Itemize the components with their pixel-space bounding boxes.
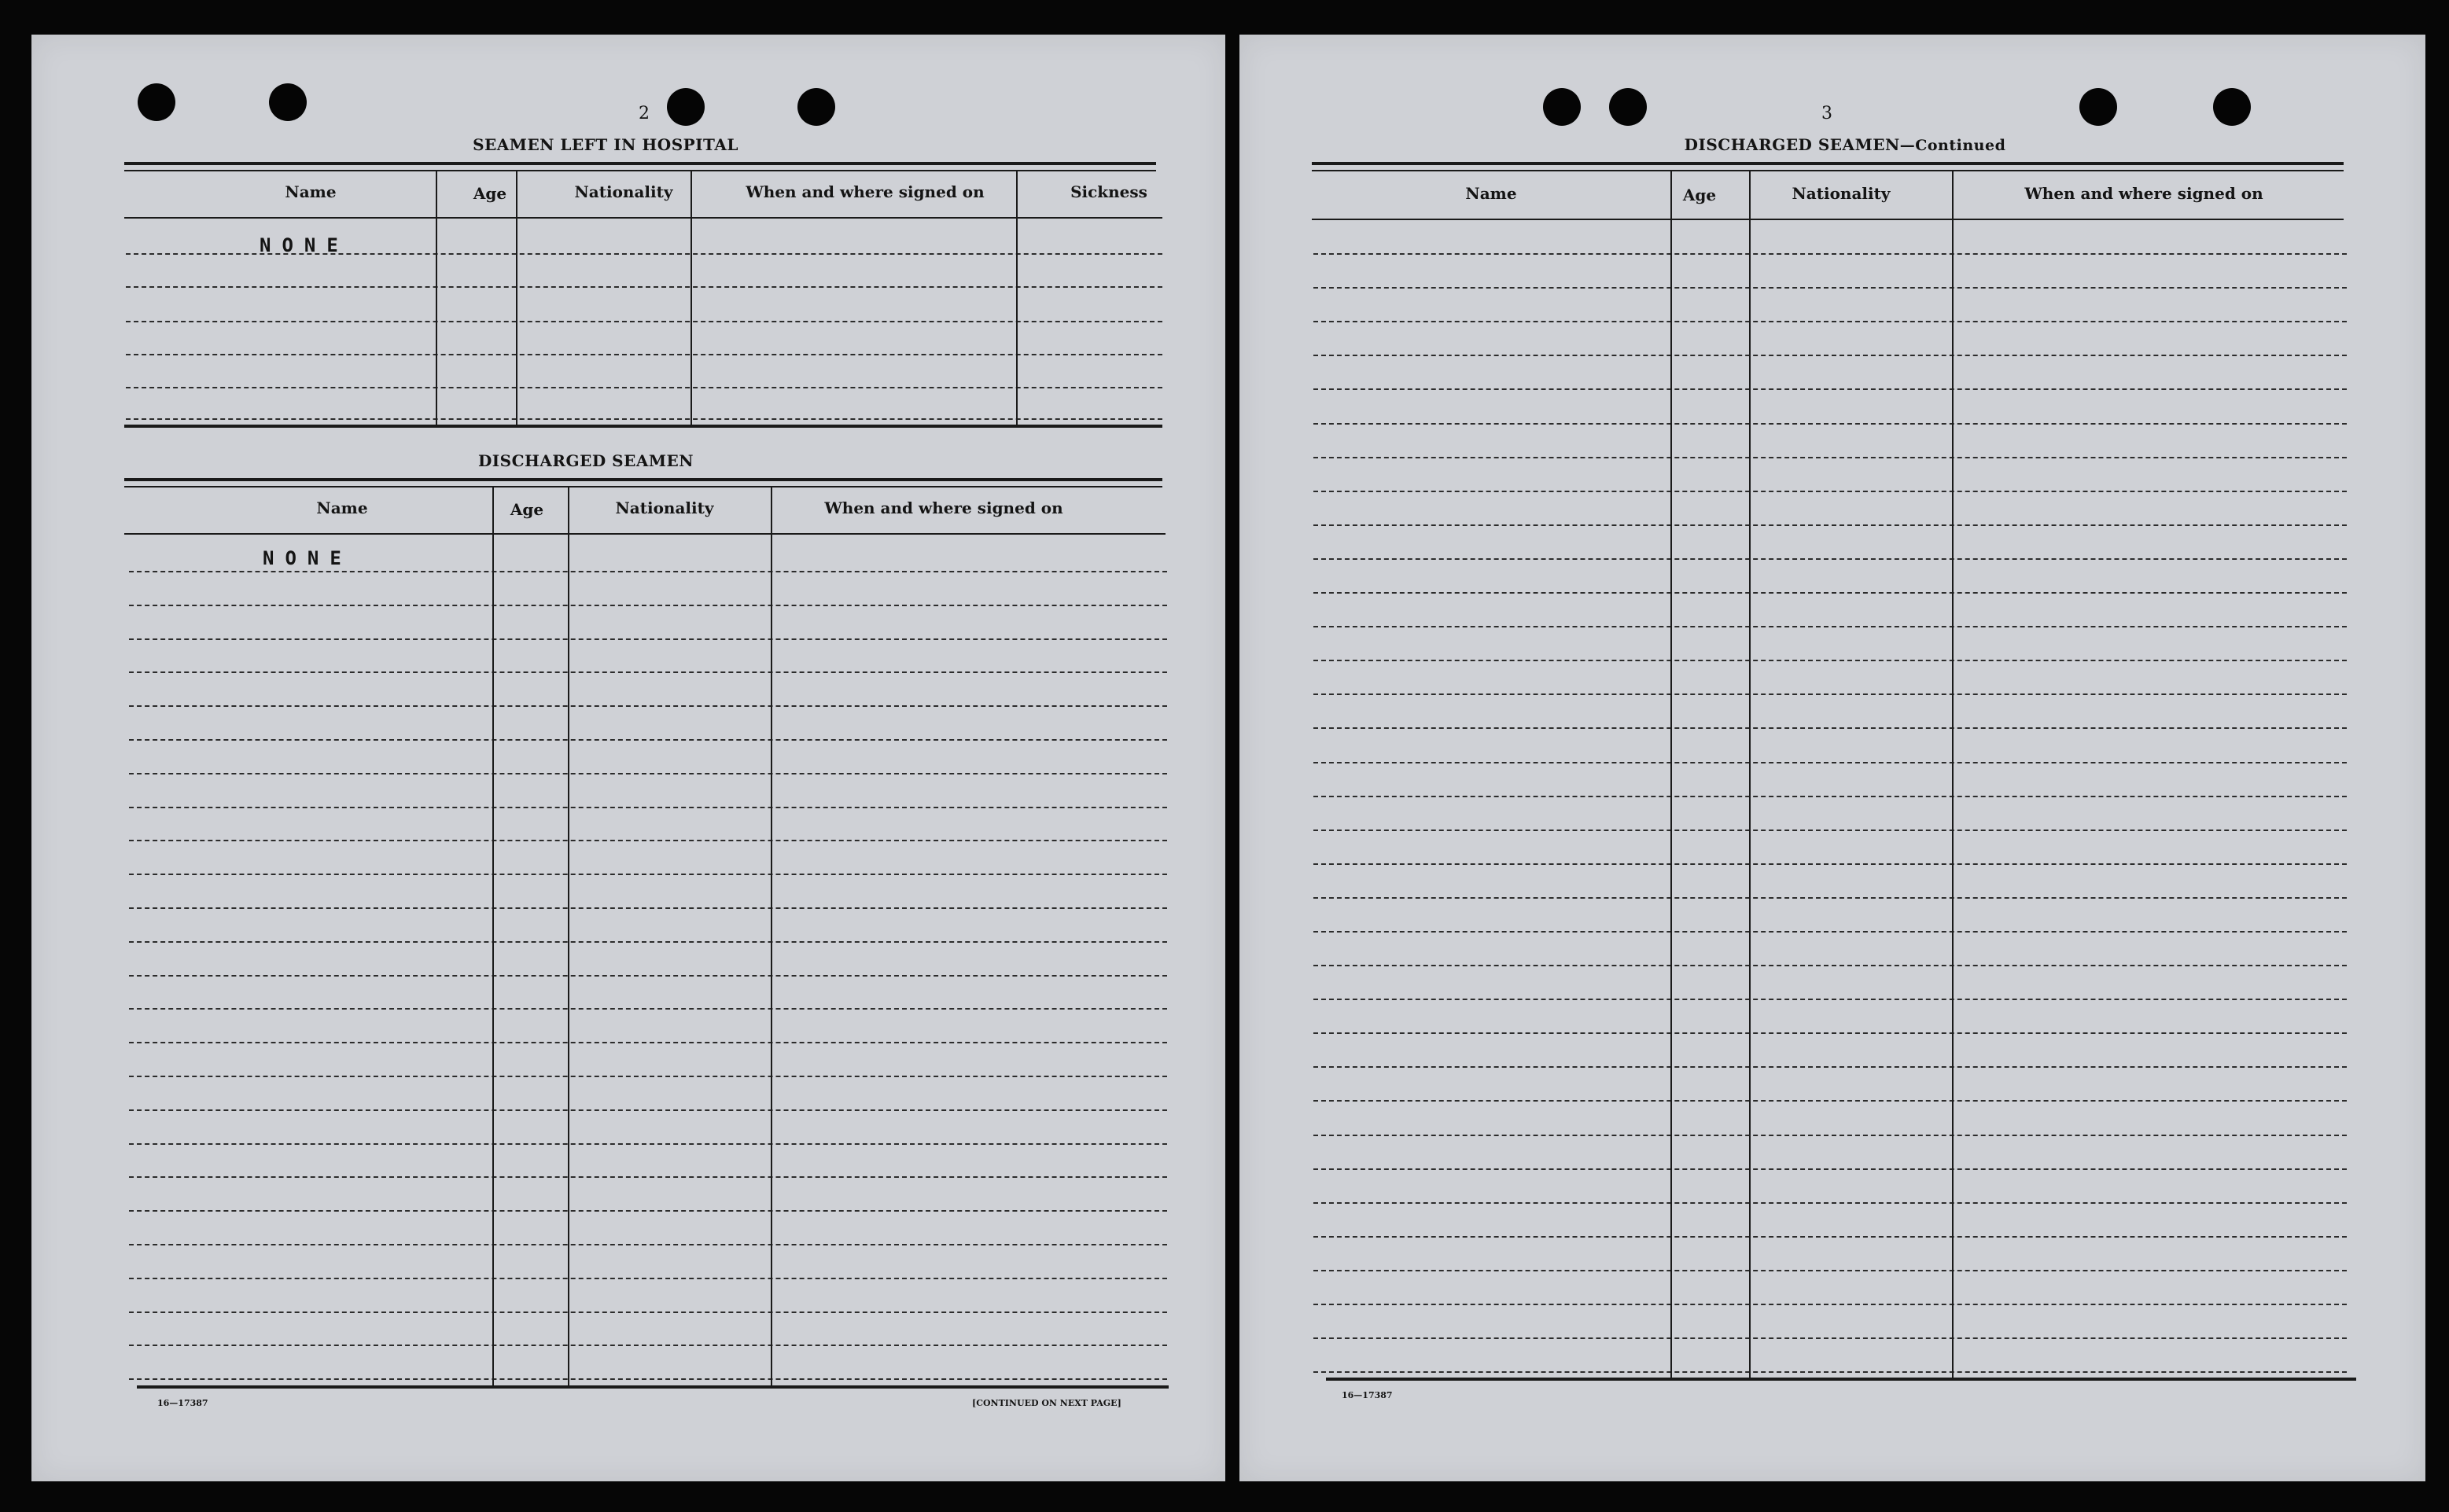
entry-line — [1313, 897, 2347, 899]
entry-line — [1313, 1270, 2347, 1271]
column-divider — [1952, 171, 1954, 1378]
title-main: DISCHARGED SEAMEN — [1684, 135, 1900, 154]
punch-hole — [797, 88, 835, 126]
entry-line — [1313, 1168, 2347, 1170]
rule — [137, 1385, 1169, 1389]
entry-line — [1313, 660, 2347, 661]
entry-line — [129, 1042, 1167, 1043]
entry-line — [129, 840, 1167, 841]
entry-line — [126, 321, 1162, 322]
col-header-name: Name — [285, 182, 337, 201]
entry-line — [129, 1278, 1167, 1279]
entry-line — [1313, 457, 2347, 458]
rule — [124, 162, 1156, 165]
entry-line — [129, 1312, 1167, 1313]
discharged-continued-title — [1633, 135, 2057, 154]
entry-line — [1313, 796, 2347, 797]
entry-line — [129, 941, 1167, 943]
entry-line — [129, 671, 1167, 673]
right-page — [1239, 35, 2425, 1481]
entry-line — [129, 1176, 1167, 1178]
title-continued: —Continued — [1899, 137, 2006, 154]
entry-line — [1313, 1371, 2347, 1373]
column-divider — [691, 171, 692, 426]
punch-hole — [138, 83, 175, 121]
col-header-name: Name — [316, 498, 368, 517]
entry-line — [1313, 558, 2347, 560]
punch-hole — [2079, 88, 2117, 126]
entry-line — [126, 253, 1162, 255]
rule — [124, 217, 1162, 219]
entry-line — [129, 975, 1167, 977]
entry-line — [129, 571, 1167, 572]
entry-line — [129, 773, 1167, 774]
rule — [1312, 170, 2344, 171]
entry-line — [126, 286, 1162, 288]
entry-line — [129, 807, 1167, 808]
entry-line — [1313, 524, 2347, 526]
entry-line — [1313, 999, 2347, 1000]
rule — [1326, 1378, 2356, 1381]
entry-line — [129, 1378, 1167, 1380]
punch-hole — [269, 83, 307, 121]
rule — [124, 533, 1166, 535]
entry-line — [1313, 287, 2347, 289]
entry-line — [129, 1143, 1167, 1145]
rule — [124, 425, 1162, 428]
page-number: 3 — [1821, 104, 1832, 123]
col-header-nationality: Nationality — [574, 182, 673, 201]
col-header-age: Age — [473, 184, 507, 203]
entry-line — [1313, 931, 2347, 933]
entry-line — [129, 705, 1167, 707]
entry-line — [1313, 491, 2347, 492]
entry-line — [1313, 1066, 2347, 1068]
col-header-nationality: Nationality — [615, 498, 714, 517]
column-divider — [1016, 171, 1018, 426]
column-divider — [436, 171, 437, 426]
entry-line — [1313, 321, 2347, 322]
entry-line — [1313, 1236, 2347, 1238]
entry-line — [1313, 830, 2347, 831]
col-header-name: Name — [1465, 184, 1517, 203]
page-number: 2 — [639, 104, 650, 123]
entry-line — [129, 1008, 1167, 1010]
rule — [1312, 219, 2344, 220]
punch-hole — [667, 88, 705, 126]
form-number: 16—17387 — [1342, 1390, 1393, 1400]
entry-line — [1313, 626, 2347, 627]
entry-line — [1313, 253, 2347, 255]
entry-line — [1313, 355, 2347, 356]
discharged-entry: NONE — [263, 547, 352, 569]
rule — [124, 170, 1156, 171]
entry-line — [129, 739, 1167, 741]
col-header-signed-on: When and where signed on — [824, 498, 1063, 517]
entry-line — [126, 354, 1162, 355]
entry-line — [1313, 592, 2347, 594]
rule — [124, 486, 1162, 487]
entry-line — [1313, 727, 2347, 729]
punch-hole — [1543, 88, 1581, 126]
entry-line — [1313, 965, 2347, 966]
entry-line — [1313, 388, 2347, 390]
entry-line — [1313, 1304, 2347, 1305]
rule — [1312, 162, 2344, 165]
column-divider — [516, 171, 517, 426]
hospital-section-title: SEAMEN LEFT IN HOSPITAL — [473, 135, 738, 154]
punch-hole — [2213, 88, 2251, 126]
column-divider — [1670, 171, 1672, 1378]
hospital-entry: NONE — [260, 234, 349, 256]
entry-line — [126, 387, 1162, 388]
punch-hole — [1609, 88, 1647, 126]
rule — [124, 478, 1162, 481]
continued-note: [CONTINUED ON NEXT PAGE] — [972, 1398, 1121, 1408]
entry-line — [1313, 1337, 2347, 1339]
entry-line — [129, 1345, 1167, 1346]
entry-line — [129, 907, 1167, 909]
form-number: 16—17387 — [157, 1398, 208, 1408]
col-header-age: Age — [1682, 186, 1717, 204]
entry-line — [129, 1109, 1167, 1111]
entry-line — [1313, 1135, 2347, 1136]
column-divider — [568, 487, 569, 1385]
left-page — [31, 35, 1225, 1481]
col-header-sickness: Sickness — [1070, 182, 1147, 201]
column-divider — [1749, 171, 1751, 1378]
entry-line — [129, 1210, 1167, 1212]
col-header-signed-on: When and where signed on — [2024, 184, 2263, 203]
entry-line — [1313, 423, 2347, 425]
entry-line — [129, 605, 1167, 606]
entry-line — [1313, 1100, 2347, 1102]
entry-line — [1313, 863, 2347, 865]
entry-line — [1313, 1032, 2347, 1034]
discharged-section-title: DISCHARGED SEAMEN — [477, 451, 694, 470]
entry-line — [1313, 693, 2347, 695]
col-header-signed-on: When and where signed on — [746, 182, 985, 201]
entry-line — [129, 1244, 1167, 1245]
entry-line — [1313, 1202, 2347, 1204]
col-header-age: Age — [510, 500, 544, 519]
col-header-nationality: Nationality — [1792, 184, 1891, 203]
entry-line — [129, 638, 1167, 640]
entry-line — [129, 1076, 1167, 1077]
entry-line — [1313, 762, 2347, 763]
column-divider — [492, 487, 494, 1385]
entry-line — [129, 874, 1167, 875]
column-divider — [771, 487, 772, 1385]
entry-line — [126, 418, 1162, 420]
